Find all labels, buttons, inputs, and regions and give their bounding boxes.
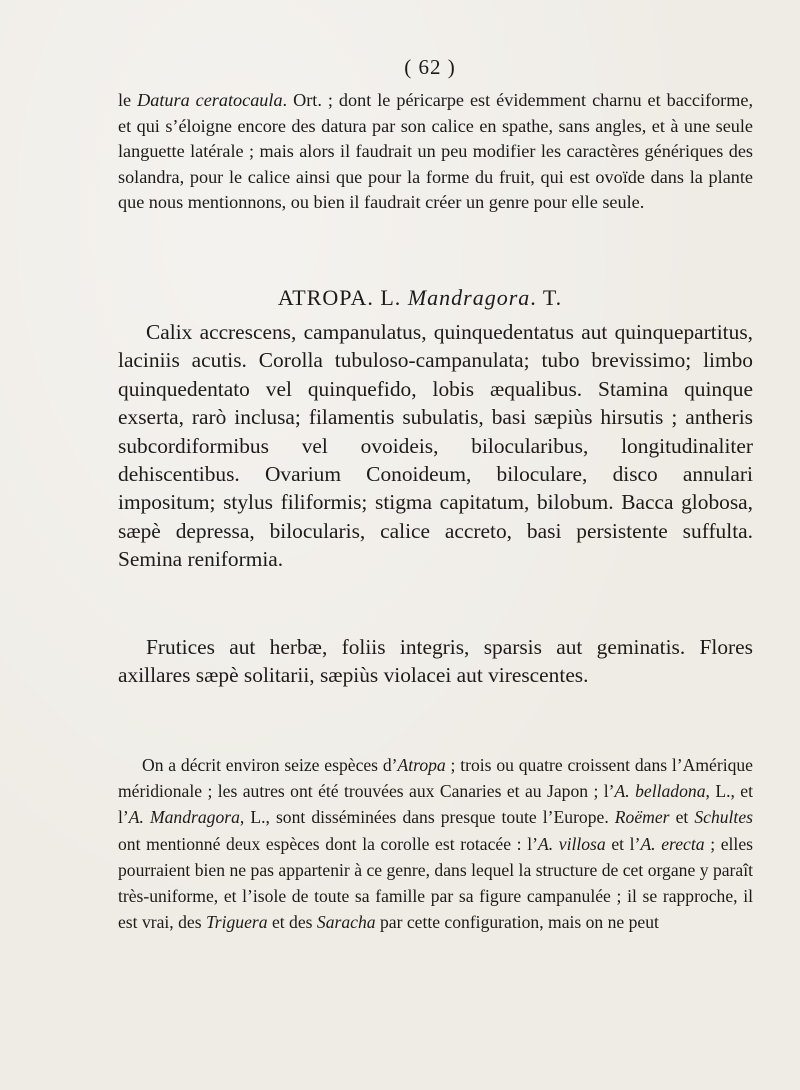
page-number: ( 62 ) (404, 55, 456, 79)
latin-habit: Frutices aut herbæ, foliis integris, sparsis aut geminatis. Flores axillares sæpè solitarii, sæpiùs violacei aut virescentes. (118, 635, 753, 688)
paragraph-datura: le Datura ceratocaula. Ort. ; dont le péricarpe est évidemment charnu et bacciforme, et qui s’éloigne encore des datura par son calice en spathe, sans angles, et à une seule languette latérale ; mais alors il faudrait un peu modifier les caractères génériques des solandra, pour le calice ainsi que pour la forme du fruit, qui est ovoïde dans la plante que nous mentionnons, ou bien il faudrait créer un genre pour elle seule. (118, 90, 753, 213)
genus-synonym: Mandragora (407, 285, 531, 310)
french-commentary: On a décrit environ seize espèces d’Atropa ; trois ou quatre croissent dans l’Amérique méridionale ; les autres ont été trouvées aux Canaries et au Japon ; l’A. belladona, L., et l’A. Mandragora, L., sont disséminées dans presque toute l’Europe. Roëmer et Schultes ont mentionné deux espèces dont la corolle est rotacée : l’A. villosa et l’A. erecta ; elles pourraient bien ne pas appartenir à ce genre, dans lequel la structure de cet organe y paraît très-uniforme, et l’isole de toute sa famille par sa figure campanulée ; il se rapproche, il est vrai, des Triguera et des Saracha par cette configuration, mais on ne peut (118, 755, 753, 933)
species-name: Datura ceratocaula (137, 90, 283, 110)
latin-description: Calix accrescens, campanulatus, quinquedentatus aut quinquepartitus, laciniis acutis. Corolla tubuloso-campanulata; tubo brevissimo; limbo quinquedentato vel quinquefido, lobis æqualibus. Stamina quinque exserta, rarò inclusa; filamentis subulatis, basi sæpiùs hirsutis ; antheris subcordiformibus vel ovoideis, bilocularibus, longitudinaliter dehiscentibus. Ovarium Conoideum, biloculare, disco annulari impositum; stylus filiformis; stigma capitatum, bilobum. Bacca globosa, sæpè depressa, bilocularis, calice accreto, basi persistente suffulta. Semina reniformia. (118, 320, 753, 572)
genus-heading: ATROPA. L. Mandragora. T. (277, 285, 563, 310)
